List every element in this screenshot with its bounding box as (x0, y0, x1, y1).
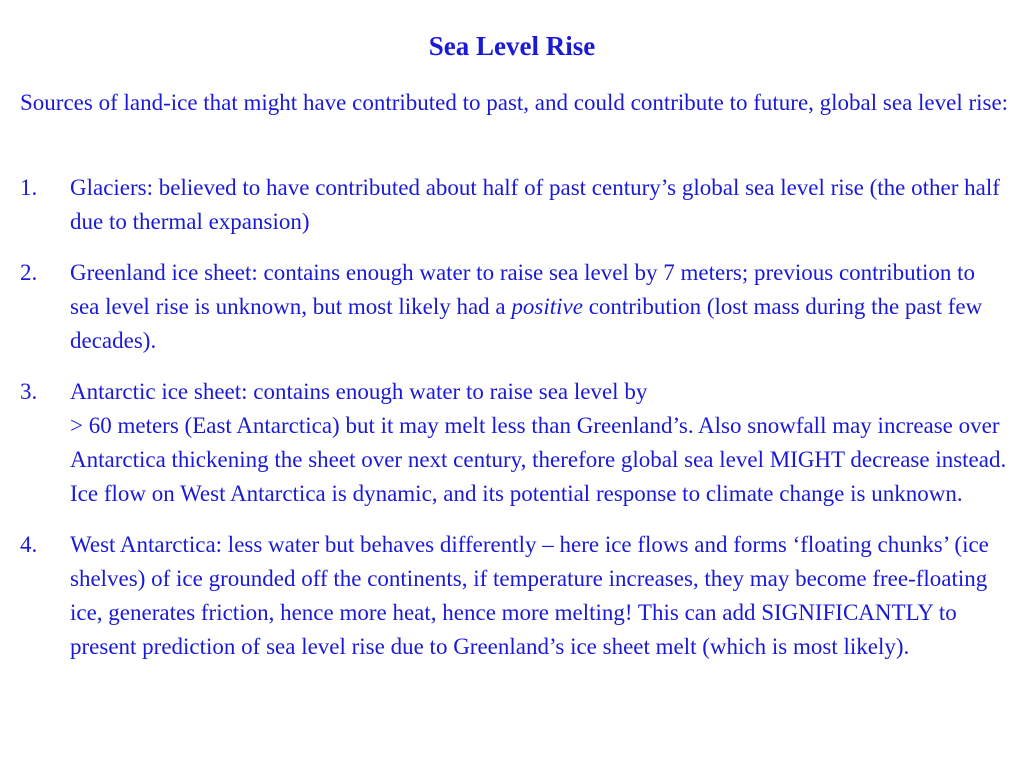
slide-title: Sea Level Rise (428, 31, 596, 61)
list-item-text: West Antarctica: less water but behaves differently – here ice flows and forms ‘floating chunks’ (ice shelves) of ice grounded off the continents, if temperature increases, they may become free-floating ice, generates friction, hence more heat, hence more melting! This can add SIGNIFICANTLY to present prediction of sea level rise due to Greenland’s ice sheet melt (which is most likely). (70, 532, 989, 659)
text-line: > 60 meters (East Antarctica) but it may melt less than Greenland’s. Also snowfall may increase over Antarctica thickening the sheet over next century, therefore global sea level MIGHT decrease instead. Ice flow on West Antarctica is dynamic, and its potential response to climate change is unknown. (70, 413, 1007, 506)
text-line: Antarctic ice sheet: contains enough water to raise sea level by (70, 379, 648, 404)
list-item-number: 3. (20, 379, 38, 404)
list-item-number: 4. (20, 532, 38, 557)
list-item-glaciers (20, 171, 1010, 239)
sources-list (20, 171, 1010, 681)
text-segment: contribution (lost mass during the past few decades). (70, 294, 983, 353)
list-item-number: 2. (20, 260, 38, 285)
emphasis-word: positive (511, 294, 583, 319)
list-item-west-antarctica (20, 528, 1010, 664)
intro-paragraph: Sources of land-ice that might have contributed to past, and could contribute to future, global sea level rise: (20, 90, 1009, 115)
list-item-text (70, 375, 1010, 511)
list-item-antarctic (20, 375, 1010, 511)
text-segment: Greenland ice sheet: contains enough water to raise sea level by 7 meters; previous contribution to sea level rise is unknown, but most likely had a (70, 260, 976, 319)
list-item-text: Glaciers: believed to have contributed about half of past century’s global sea level rise (the other half due to thermal expansion) (70, 175, 1000, 234)
list-item-number: 1. (20, 175, 38, 200)
list-item-text (70, 256, 1010, 358)
list-item-greenland (20, 256, 1010, 358)
